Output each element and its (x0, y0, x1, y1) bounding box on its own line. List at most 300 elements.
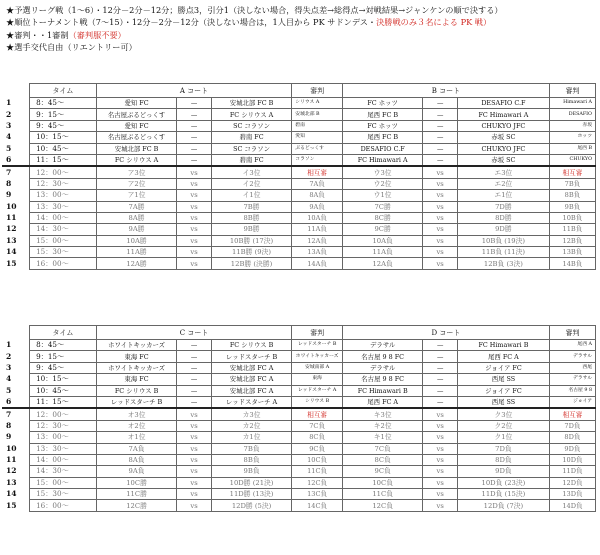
versus-mark: — (423, 385, 458, 396)
team-home: FC シリウス B (96, 385, 177, 396)
referee-cell: 7B負 (549, 178, 595, 189)
slot-away: 9B負 (211, 466, 292, 477)
match-time: 12：30～ (30, 420, 97, 431)
match-number: 7 (2, 166, 30, 178)
match-number: 1 (6, 98, 12, 108)
match-number: 12 (6, 466, 17, 476)
referee-cell: ホワイトキッカーズ (292, 351, 343, 362)
match-number: 10 (6, 443, 17, 453)
slot-away: 8D負 (457, 454, 549, 465)
team-away: SC コラソン (211, 143, 292, 154)
match-time: 12：00～ (30, 408, 97, 420)
slot-home: 7C負 (342, 443, 423, 454)
team-away: FC Himawari B (457, 340, 549, 351)
table-row (2, 224, 596, 235)
match-time: 9：15～ (30, 109, 97, 120)
referee-cell: ホッツ (549, 132, 595, 143)
slot-away: 8B負 (211, 454, 292, 465)
slot-home: 11A負 (342, 247, 423, 258)
slot-home: 11A勝 (96, 247, 177, 258)
slot-home: 10A負 (342, 235, 423, 246)
referee-cell: 8D負 (549, 432, 595, 443)
referee-cell: 9D負 (549, 443, 595, 454)
versus-mark: — (177, 340, 212, 351)
table-row (2, 201, 596, 212)
referee-cell: 12D負 (549, 477, 595, 488)
team-home: FC シリウス A (96, 154, 177, 166)
team-away: CHUKYO JFC (457, 143, 549, 154)
versus-mark: — (177, 154, 212, 166)
versus-mark: vs (177, 500, 212, 511)
team-home: ホワイトキッカーズ (96, 340, 177, 351)
slot-away: 10B負 (19決) (457, 235, 549, 246)
rule-text: ★順位トーナメント戦（7～15）・12分－2分－12分（決しない場合は，1人目から PK サドンデス・ (6, 17, 377, 28)
referee-cell: デラサル (549, 351, 595, 362)
table-header-row (2, 84, 596, 98)
match-time: 11：15～ (30, 396, 97, 408)
slot-home: 12A負 (342, 258, 423, 269)
slot-home: 7A負 (96, 443, 177, 454)
match-time: 13：30～ (30, 443, 97, 454)
table-row (2, 98, 596, 109)
versus-mark: — (423, 154, 458, 166)
referee-cell: ぶるどっくす (292, 143, 343, 154)
slot-away: ク1位 (457, 432, 549, 443)
versus-mark: vs (423, 420, 458, 431)
table-row (2, 385, 596, 396)
match-number: 15 (6, 258, 17, 268)
schedule-table-cd (2, 325, 596, 512)
match-time: 14：30～ (30, 224, 97, 235)
versus-mark: vs (423, 408, 458, 420)
match-number: 5 (6, 385, 12, 395)
referee-cell: 10B負 (549, 212, 595, 223)
schedule-table-ab (2, 83, 596, 270)
match-number: 6 (6, 154, 12, 164)
slot-away: 11B負 (11決) (457, 247, 549, 258)
match-number: 5 (6, 143, 12, 153)
versus-mark: vs (177, 166, 212, 178)
team-away: 赤坂 SC (457, 132, 549, 143)
versus-mark: vs (177, 420, 212, 431)
match-time: 14：00～ (30, 454, 97, 465)
match-number: 9 (6, 190, 12, 200)
slot-home: ウ1位 (342, 190, 423, 201)
slot-away: エ3位 (457, 166, 549, 178)
referee-cell: 相互審 (292, 166, 343, 178)
referee-cell: 11A負 (292, 224, 343, 235)
team-home: レッドスターチ B (96, 396, 177, 408)
slot-away: 9D勝 (457, 224, 549, 235)
referee-cell: デラサル (549, 374, 595, 385)
table-row (2, 166, 596, 178)
referee-header: 審判 (292, 84, 343, 98)
versus-mark: vs (423, 258, 458, 269)
versus-mark: vs (423, 466, 458, 477)
versus-mark: — (177, 351, 212, 362)
slot-home: 7C勝 (342, 201, 423, 212)
team-home: 名古屋 9 8 FC (342, 351, 423, 362)
slot-away: 10D負 (23決) (457, 477, 549, 488)
team-away: SC コラソン (211, 120, 292, 131)
court-header: A コート (96, 84, 292, 98)
rule-text-highlight: （審判服不要） (68, 29, 126, 40)
slot-home: 9C勝 (342, 224, 423, 235)
versus-mark: vs (177, 454, 212, 465)
referee-cell: 7C負 (292, 420, 343, 431)
slot-home: キ1位 (342, 432, 423, 443)
slot-away: ク3位 (457, 408, 549, 420)
table-row (2, 120, 596, 131)
versus-mark: vs (177, 212, 212, 223)
slot-away: カ3位 (211, 408, 292, 420)
match-time: 10：45～ (30, 385, 97, 396)
slot-home: ア2位 (96, 178, 177, 189)
slot-away: イ1位 (211, 190, 292, 201)
referee-cell: 11B負 (549, 224, 595, 235)
match-number: 12 (6, 224, 17, 234)
team-home: FC Himawari B (342, 385, 423, 396)
versus-mark: vs (177, 477, 212, 488)
match-number: 11 (6, 213, 17, 223)
slot-away: 7D勝 (457, 201, 549, 212)
table-row (2, 154, 596, 166)
match-time: 9：45～ (30, 120, 97, 131)
rule-line (6, 41, 596, 53)
slot-away: 12D勝 (5決) (211, 500, 292, 511)
team-away: DESAFIO C.F (457, 98, 549, 109)
match-time: 10：45～ (30, 143, 97, 154)
rule-text: ★選手交代自由（リエントリー可） (6, 42, 137, 53)
team-home: 名古屋ぶるどっくす (96, 132, 177, 143)
match-time: 16：00～ (30, 500, 97, 511)
referee-cell: 7D負 (549, 420, 595, 431)
versus-mark: — (423, 374, 458, 385)
slot-away: 12D負 (7決) (457, 500, 549, 511)
versus-mark: vs (177, 190, 212, 201)
table-row (2, 454, 596, 465)
table-row (2, 143, 596, 154)
team-away: 安城北部 FC B (211, 98, 292, 109)
referee-cell: 11D負 (549, 466, 595, 477)
team-home: 東海 FC (96, 374, 177, 385)
table-row (2, 362, 596, 373)
slot-away: 9D負 (457, 466, 549, 477)
versus-mark: — (423, 340, 458, 351)
team-away: 安城北部 FC A (211, 362, 292, 373)
team-away: ジョイア FC (457, 385, 549, 396)
referee-cell: 14D負 (549, 500, 595, 511)
versus-mark: — (423, 143, 458, 154)
team-away: 碧南 FC (211, 154, 292, 166)
referee-cell: 安城南部 A (292, 362, 343, 373)
versus-mark: vs (177, 201, 212, 212)
match-time: 11：15～ (30, 154, 97, 166)
match-time: 14：30～ (30, 466, 97, 477)
versus-mark: — (177, 396, 212, 408)
slot-home: 12C勝 (96, 500, 177, 511)
referee-cell: 9C負 (292, 443, 343, 454)
rule-line (6, 29, 596, 41)
slot-home: 9A勝 (96, 224, 177, 235)
slot-away: 12B勝 (決勝) (211, 258, 292, 269)
team-away: 西尾 SS (457, 396, 549, 408)
versus-mark: vs (423, 247, 458, 258)
match-number: 7 (2, 408, 30, 420)
slot-home: 9C負 (342, 466, 423, 477)
slot-home: キ2位 (342, 420, 423, 431)
team-home: FC ホッツ (342, 98, 423, 109)
table-row (2, 212, 596, 223)
referee-cell: 9A負 (292, 201, 343, 212)
referee-cell: 8C負 (292, 432, 343, 443)
match-number: 13 (6, 477, 17, 487)
referee-cell: 尾西 B (549, 143, 595, 154)
versus-mark: — (423, 132, 458, 143)
versus-mark: vs (177, 258, 212, 269)
match-time: 12：30～ (30, 178, 97, 189)
table-header-row (2, 326, 596, 340)
slot-home: 7A勝 (96, 201, 177, 212)
referee-cell: 13B負 (549, 247, 595, 258)
slot-home: ウ3位 (342, 166, 423, 178)
court-header: C コート (96, 326, 292, 340)
match-number: 4 (6, 374, 12, 384)
versus-mark: — (177, 120, 212, 131)
versus-mark: vs (423, 500, 458, 511)
match-time: 13：30～ (30, 201, 97, 212)
referee-cell: CHUKYO (549, 154, 595, 166)
table-row (2, 235, 596, 246)
referee-cell: Himawari A (549, 98, 595, 109)
match-time: 15：30～ (30, 489, 97, 500)
referee-cell: 赤坂 (549, 120, 595, 131)
team-home: 愛知 FC (96, 120, 177, 131)
slot-home: 8C勝 (342, 212, 423, 223)
slot-away: 11D勝 (13決) (211, 489, 292, 500)
versus-mark: — (177, 362, 212, 373)
table-row (2, 132, 596, 143)
versus-mark: vs (177, 235, 212, 246)
versus-mark: vs (177, 247, 212, 258)
versus-mark: vs (177, 443, 212, 454)
match-time: 8：45～ (30, 340, 97, 351)
match-number: 2 (6, 109, 12, 119)
referee-header: 審判 (292, 326, 343, 340)
referee-cell: 尾西 A (549, 340, 595, 351)
versus-mark: vs (177, 432, 212, 443)
team-away: 尾西 FC A (457, 351, 549, 362)
versus-mark: vs (423, 443, 458, 454)
slot-home: 12C負 (342, 500, 423, 511)
referee-cell: 安城北部 B (292, 109, 343, 120)
referee-cell: 碧南 (292, 120, 343, 131)
row-number-header (2, 84, 30, 98)
rule-text-highlight: 決勝戦のみ３名による PK 戦） (376, 17, 492, 28)
slot-away: イ3位 (211, 166, 292, 178)
team-home: デラサル (342, 340, 423, 351)
referee-cell: 14A負 (292, 258, 343, 269)
match-number: 9 (6, 432, 12, 442)
match-time: 13：00～ (30, 190, 97, 201)
match-time: 16：00～ (30, 258, 97, 269)
table-row (2, 489, 596, 500)
team-away: FC Himawari A (457, 109, 549, 120)
versus-mark: — (177, 98, 212, 109)
rules-notes (6, 4, 596, 54)
court-header: B コート (342, 84, 549, 98)
slot-away: 11B勝 (9決) (211, 247, 292, 258)
match-number: 3 (6, 120, 12, 130)
match-number: 11 (6, 455, 17, 465)
referee-cell: 13A負 (292, 247, 343, 258)
referee-cell: 10A負 (292, 212, 343, 223)
versus-mark: — (177, 374, 212, 385)
match-number: 15 (6, 500, 17, 510)
table-row (2, 408, 596, 420)
slot-home: 10C勝 (96, 477, 177, 488)
referee-cell: 14B負 (549, 258, 595, 269)
slot-away: カ2位 (211, 420, 292, 431)
referee-cell: 10D負 (549, 454, 595, 465)
referee-cell: 相互審 (549, 166, 595, 178)
team-home: 尾西 FC B (342, 132, 423, 143)
match-number: 6 (6, 396, 12, 406)
team-home: 安城北部 FC B (96, 143, 177, 154)
versus-mark: vs (423, 235, 458, 246)
match-number: 1 (6, 340, 12, 350)
rule-text: ★審判・・1審制 (6, 29, 69, 40)
slot-home: ア1位 (96, 190, 177, 201)
table-row (2, 340, 596, 351)
team-away: ジョイア FC (457, 362, 549, 373)
table-row (2, 432, 596, 443)
referee-cell: 8B負 (549, 190, 595, 201)
team-away: 赤坂 SC (457, 154, 549, 166)
versus-mark: vs (423, 190, 458, 201)
team-away: FC シリウス B (211, 340, 292, 351)
table-row (2, 374, 596, 385)
versus-mark: vs (423, 178, 458, 189)
team-away: レッドスターチ B (211, 351, 292, 362)
match-time: 8：45～ (30, 98, 97, 109)
team-home: 東海 FC (96, 351, 177, 362)
slot-away: 10D勝 (21決) (211, 477, 292, 488)
court-header: D コート (342, 326, 549, 340)
slot-away: カ1位 (211, 432, 292, 443)
table-row (2, 466, 596, 477)
table-row (2, 500, 596, 511)
referee-cell: 12A負 (292, 235, 343, 246)
referee-cell: 9B負 (549, 201, 595, 212)
slot-home: 8C負 (342, 454, 423, 465)
referee-cell: ジョイア (549, 396, 595, 408)
slot-home: 11C負 (342, 489, 423, 500)
team-away: 碧南 FC (211, 132, 292, 143)
slot-away: 8D勝 (457, 212, 549, 223)
slot-away: 12B負 (3決) (457, 258, 549, 269)
slot-away: 11D負 (15決) (457, 489, 549, 500)
referee-cell: 相互審 (549, 408, 595, 420)
time-header: タイム (30, 326, 97, 340)
versus-mark: vs (423, 201, 458, 212)
match-number: 2 (6, 351, 12, 361)
slot-away: 10B勝 (17決) (211, 235, 292, 246)
referee-cell: 西尾 (549, 362, 595, 373)
versus-mark: vs (177, 224, 212, 235)
team-away: 安城北部 FC A (211, 385, 292, 396)
referee-cell: 12C負 (292, 477, 343, 488)
team-home: ホワイトキッカーズ (96, 362, 177, 373)
referee-cell: レッドスターチ A (292, 385, 343, 396)
team-home: 名古屋 9 8 FC (342, 374, 423, 385)
match-time: 15：00～ (30, 477, 97, 488)
match-time: 10：15～ (30, 132, 97, 143)
table-row (2, 396, 596, 408)
match-number: 13 (6, 235, 17, 245)
rule-line (6, 4, 596, 16)
slot-away: エ1位 (457, 190, 549, 201)
match-number: 8 (6, 178, 12, 188)
slot-home: 9A負 (96, 466, 177, 477)
slot-home: ア3位 (96, 166, 177, 178)
table-row (2, 258, 596, 269)
match-time: 14：00～ (30, 212, 97, 223)
team-away: レッドスターチ A (211, 396, 292, 408)
match-time: 13：00～ (30, 432, 97, 443)
referee-cell: DESAFIO (549, 109, 595, 120)
team-home: DESAFIO C.F (342, 143, 423, 154)
rule-line (6, 16, 596, 28)
slot-away: 7D負 (457, 443, 549, 454)
versus-mark: — (423, 109, 458, 120)
referee-cell: 13D負 (549, 489, 595, 500)
match-number: 4 (6, 132, 12, 142)
slot-away: イ2位 (211, 178, 292, 189)
match-time: 9：15～ (30, 351, 97, 362)
table-row (2, 109, 596, 120)
match-time: 9：45～ (30, 362, 97, 373)
team-home: FC ホッツ (342, 120, 423, 131)
slot-home: 12A勝 (96, 258, 177, 269)
team-home: 尾西 FC A (342, 396, 423, 408)
versus-mark: — (423, 362, 458, 373)
match-time: 15：30～ (30, 247, 97, 258)
table-row (2, 420, 596, 431)
slot-home: 11C勝 (96, 489, 177, 500)
versus-mark: — (177, 385, 212, 396)
versus-mark: — (423, 98, 458, 109)
slot-home: オ3位 (96, 408, 177, 420)
referee-cell: コラソン (292, 154, 343, 166)
slot-away: 8B勝 (211, 212, 292, 223)
versus-mark: vs (423, 432, 458, 443)
table-row (2, 351, 596, 362)
slot-home: キ3位 (342, 408, 423, 420)
referee-header: 審判 (549, 326, 595, 340)
match-time: 10：15～ (30, 374, 97, 385)
versus-mark: vs (177, 466, 212, 477)
table-row (2, 477, 596, 488)
referee-cell: 愛知 (292, 132, 343, 143)
referee-cell: 12B負 (549, 235, 595, 246)
versus-mark: vs (423, 454, 458, 465)
referee-cell: 名古屋 9 8 (549, 385, 595, 396)
slot-away: 7B勝 (211, 201, 292, 212)
referee-cell: 10C負 (292, 454, 343, 465)
versus-mark: vs (423, 212, 458, 223)
slot-away: エ2位 (457, 178, 549, 189)
